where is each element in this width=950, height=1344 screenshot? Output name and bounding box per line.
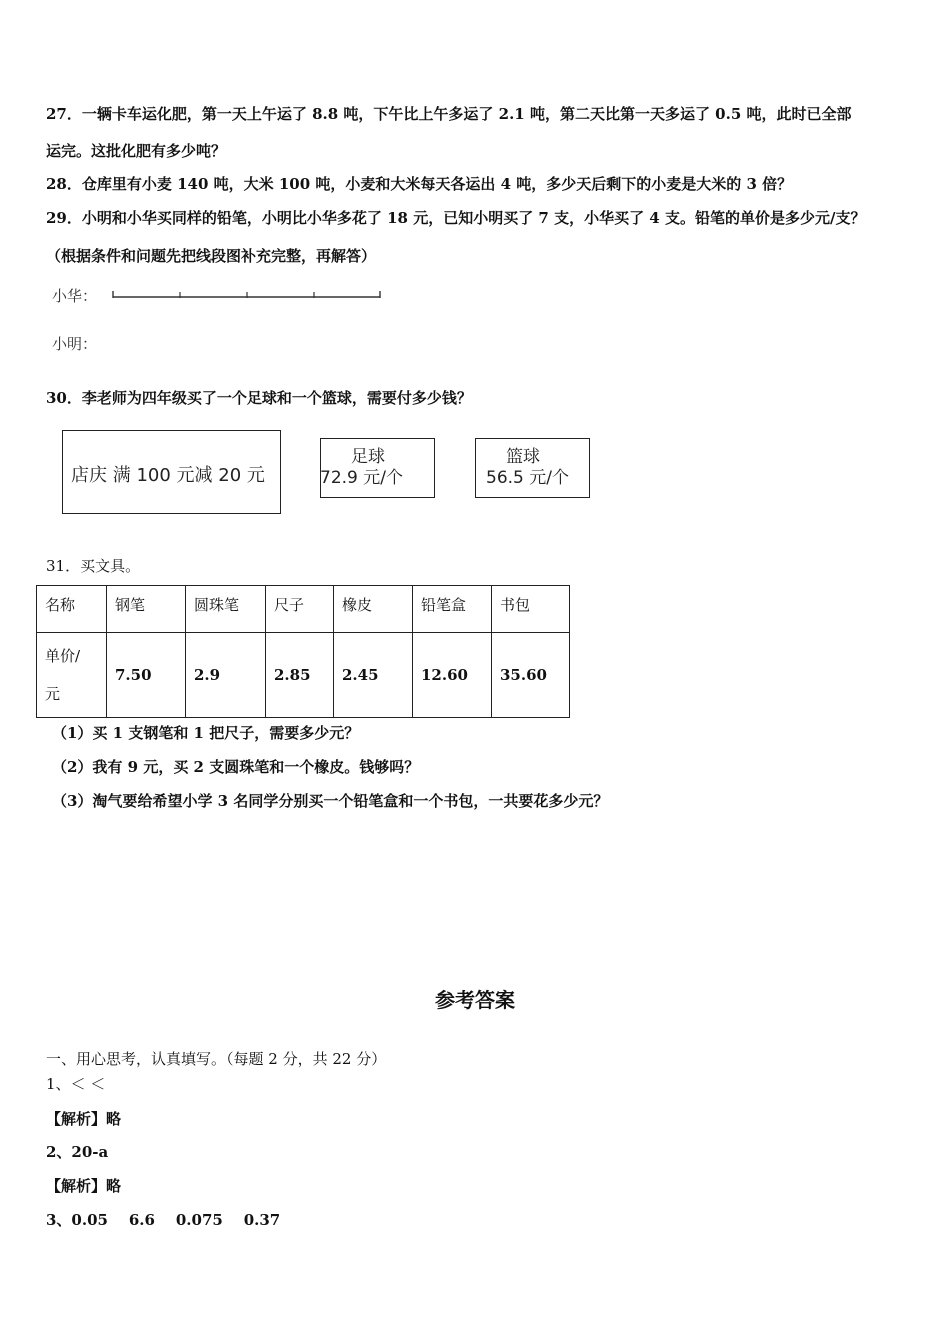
football-box xyxy=(320,438,435,498)
answer-3: 3、0.05 6.6 0.075 0.37 xyxy=(46,1211,281,1229)
analysis-1: 【解析】略 xyxy=(46,1110,122,1128)
label-xiaoming: 小明： xyxy=(52,335,98,353)
price-cell: 2.85 xyxy=(266,633,334,718)
q31-sub3: （3）淘气要给希望小学 3 名同学分别买一个铅笔盒和一个书包，一共要花多少元？ xyxy=(52,792,609,810)
table-header-cell: 圆珠笔 xyxy=(186,586,266,633)
question-28: 28．仓库里有小麦 140 吨，大米 100 吨，小麦和大米每天各运出 4 吨，多少天后剩下的小麦是大米的 3 倍？ xyxy=(46,175,793,193)
price-cell: 12.60 xyxy=(413,633,492,718)
analysis-2: 【解析】略 xyxy=(46,1177,122,1195)
promo-text: 店庆 满 100 元减 20 元 xyxy=(71,465,265,486)
answer-2: 2、20-a xyxy=(46,1143,109,1161)
answers-title: 参考答案 xyxy=(435,988,515,1012)
football-name: 足球 xyxy=(351,447,385,467)
table-header-cell: 名称 xyxy=(37,586,107,633)
table-header-row xyxy=(37,586,570,633)
price-cell: 7.50 xyxy=(107,633,186,718)
q29-text: 29．小明和小华买同样的铅笔，小明比小华多花了 18 元，已知小明买了 7 支，小华买了 4 支。铅笔的单价是多少元/支？ xyxy=(46,209,866,227)
basketball-price: 56.5 元/个 xyxy=(486,468,569,488)
row-label-cell xyxy=(37,633,107,718)
basketball-name: 篮球 xyxy=(506,447,540,467)
price-cell: 35.60 xyxy=(492,633,570,718)
promo-box xyxy=(62,430,281,514)
row-label-line2: 元 xyxy=(45,685,61,703)
table-header-cell: 尺子 xyxy=(266,586,334,633)
q29-note: （根据条件和问题先把线段图补充完整，再解答） xyxy=(46,247,377,265)
table-header-cell: 橡皮 xyxy=(334,586,413,633)
answer-1: 1、＜ ＜ xyxy=(46,1075,106,1093)
q31-sub1: （1）买 1 支钢笔和 1 把尺子，需要多少元？ xyxy=(52,724,360,742)
table-row xyxy=(37,633,570,718)
q27-line1: 27．一辆卡车运化肥，第一天上午运了 8.8 吨，下午比上午多运了 2.1 吨，第二天比第一天多运了 0.5 吨，此时已全部 xyxy=(46,105,852,123)
row-label-line1: 单价/ xyxy=(45,647,81,665)
table-header-cell: 书包 xyxy=(492,586,570,633)
table-header-cell: 铅笔盒 xyxy=(413,586,492,633)
football-price: 72.9 元/个 xyxy=(320,468,403,488)
q31-title: 31．买文具。 xyxy=(46,557,141,575)
segment-diagram-xiaohua xyxy=(110,288,385,304)
q27-line2: 运完。这批化肥有多少吨？ xyxy=(46,142,227,160)
q30-text: 30．李老师为四年级买了一个足球和一个篮球，需要付多少钱？ xyxy=(46,389,472,407)
answers-section-heading: 一、用心思考，认真填写。（每题 2 分，共 22 分） xyxy=(46,1050,387,1068)
price-cell: 2.45 xyxy=(334,633,413,718)
price-cell: 2.9 xyxy=(186,633,266,718)
basketball-box xyxy=(475,438,590,498)
table-header-cell: 钢笔 xyxy=(107,586,186,633)
q31-sub2: （2）我有 9 元，买 2 支圆珠笔和一个橡皮。钱够吗？ xyxy=(52,758,420,776)
label-xiaohua: 小华： xyxy=(52,287,98,305)
price-table xyxy=(36,585,570,718)
